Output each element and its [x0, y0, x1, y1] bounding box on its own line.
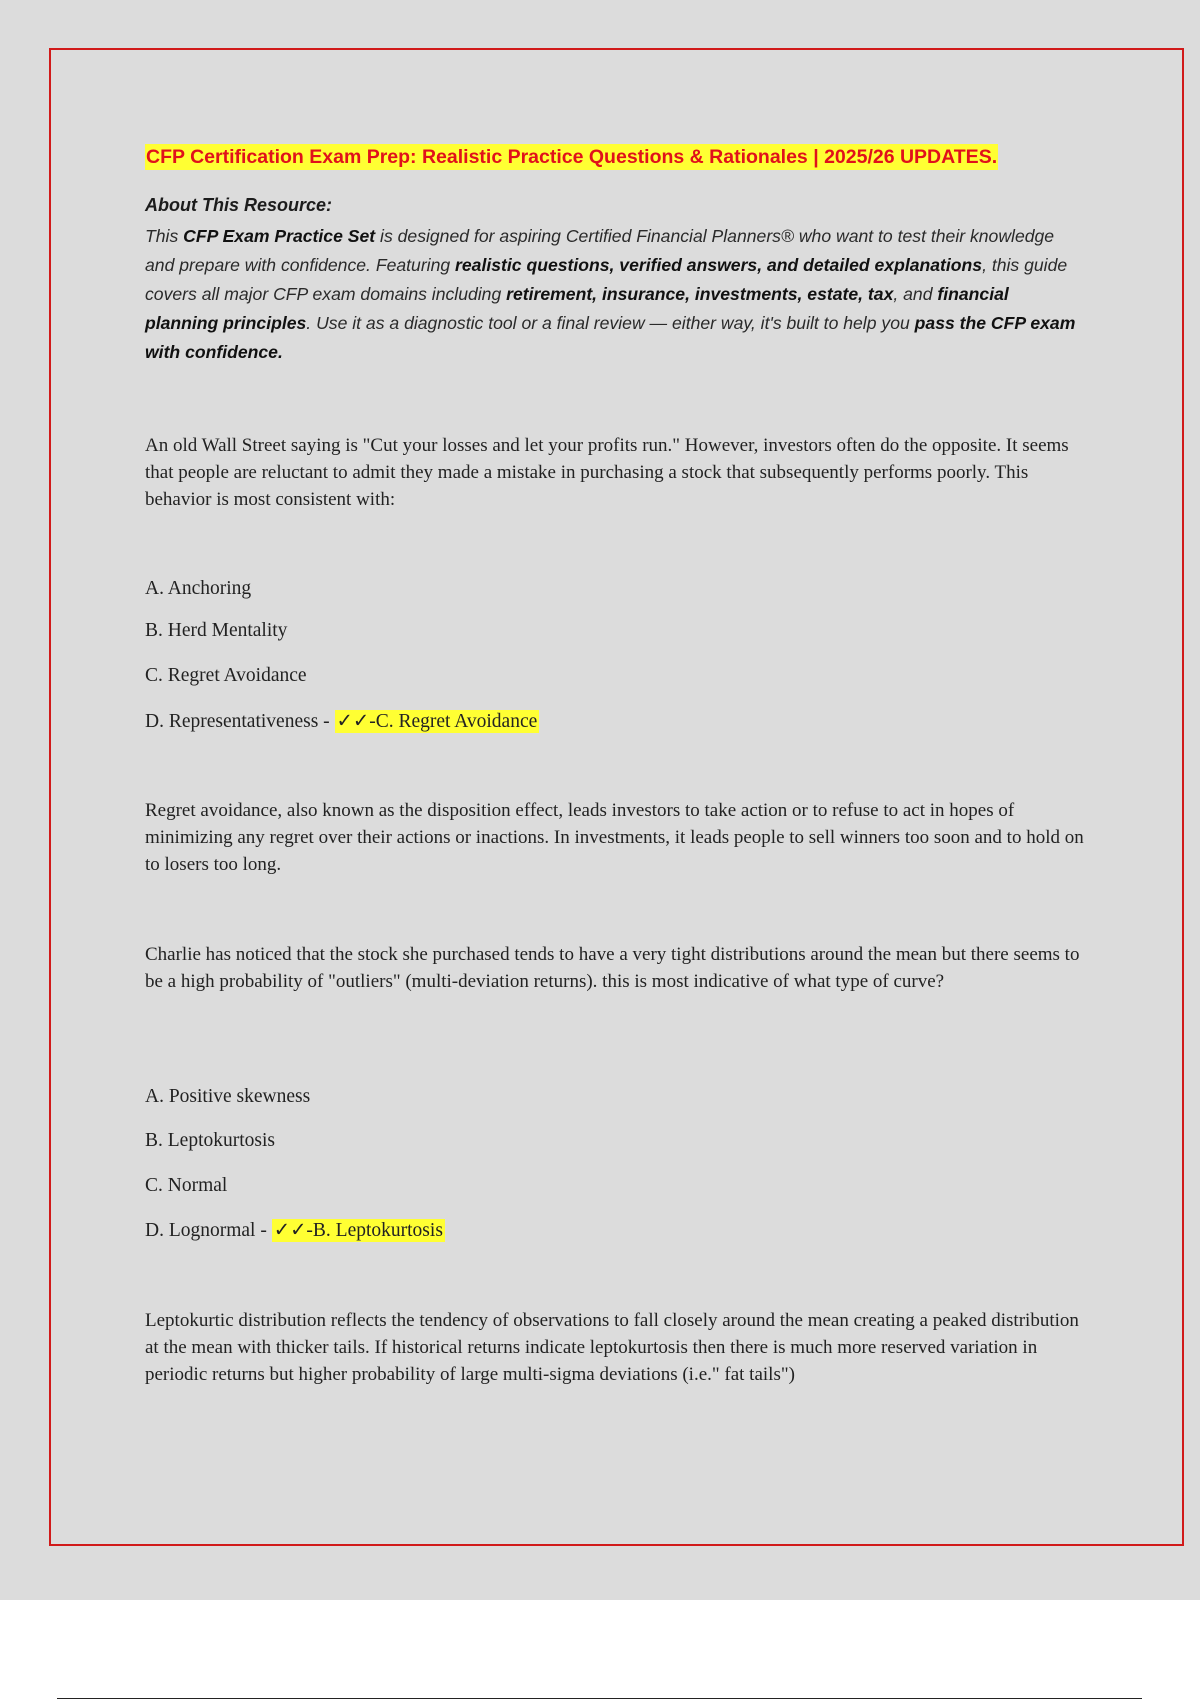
about-heading: About This Resource:	[145, 195, 333, 215]
question-1-option-b: B. Herd Mentality	[145, 620, 288, 641]
question-2-text: Charlie has noticed that the stock she purchased tends to have a very tight distributions around the mean but there seems to be a high probability of "outliers" (multi-deviation returns). this is most indicative of what type of curve?	[145, 944, 1080, 992]
question-2-option-c: C. Normal	[145, 1175, 228, 1196]
question-2-option-d: D. Lognormal - ✓✓-B. Leptokurtosis	[145, 1220, 443, 1241]
question-1-option-c: C. Regret Avoidance	[145, 665, 307, 686]
question-1-answer: ✓✓-C. Regret Avoidance	[336, 711, 538, 732]
question-1-rationale: Regret avoidance, also known as the disposition effect, leads investors to take action or to refuse to act in hopes of minimizing any regret over their actions or inactions. In investments, it leads people to sell winners too soon and to hold on to losers too long.	[145, 800, 1084, 875]
footer-rule	[57, 1698, 1142, 1699]
question-1-option-d: D. Representativeness - ✓✓-C. Regret Avoidance	[145, 711, 538, 732]
question-2-answer: ✓✓-B. Leptokurtosis	[273, 1220, 443, 1241]
question-2-option-b: B. Leptokurtosis	[145, 1130, 275, 1151]
about-body: This CFP Exam Practice Set is designed for aspiring Certified Financial Planners® who want to test their knowledge and prepare with confidence. Featuring realistic questions, verified answers, and detailed explanations, this guide covers all major CFP exam domains including retirement, insurance, investments, estate, tax, and financial planning principles. Use it as a diagnostic tool or a final review — either way, it's built to help you pass the CFP exam with confidence.	[145, 226, 1076, 362]
document-title: CFP Certification Exam Prep: Realistic Practice Questions & Rationales | 2025/26 UPDATES.	[146, 146, 998, 168]
question-2-option-a: A. Positive skewness	[145, 1086, 311, 1107]
question-1-text: An old Wall Street saying is "Cut your losses and let your profits run." However, investors often do the opposite. It seems that people are reluctant to admit they made a mistake in purchasing a stock that subsequently performs poorly. This behavior is most consistent with:	[145, 435, 1069, 510]
question-2-rationale: Leptokurtic distribution reflects the tendency of observations to fall closely around the mean creating a peaked distribution at the mean with thicker tails. If historical returns indicate leptokurtosis then there is much more reserved variation in periodic returns but higher probability of large multi-sigma deviations (i.e." fat tails")	[145, 1310, 1079, 1385]
question-1-option-a: A. Anchoring	[145, 578, 252, 599]
